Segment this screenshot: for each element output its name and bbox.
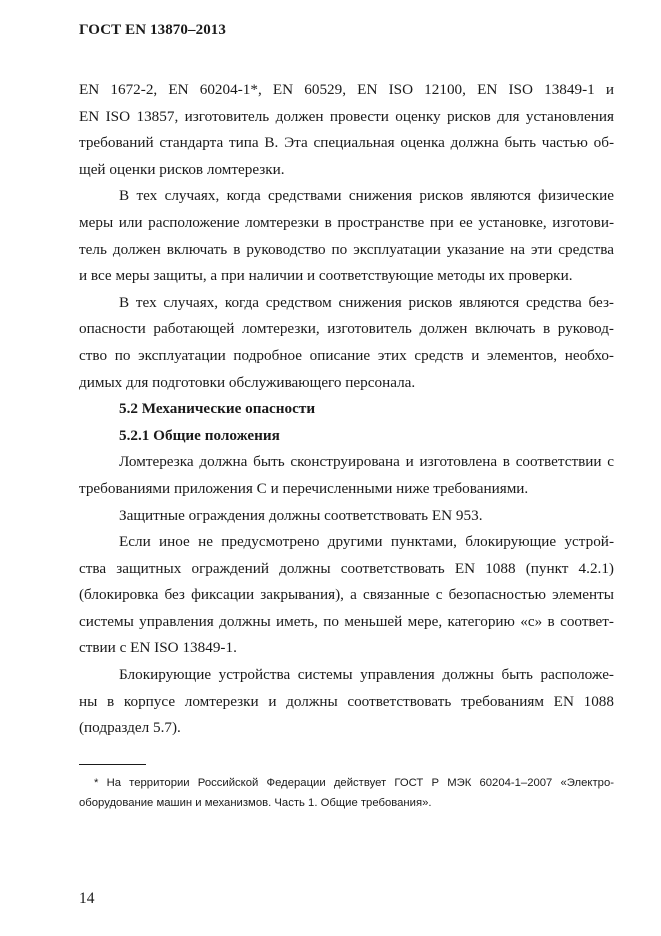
text-line: димых для подготовки обслуживающего персонала. (79, 373, 416, 391)
section-heading: 5.2 Механические опасности (119, 400, 316, 418)
text-line: ствии с EN ISO 13849-1. (79, 639, 237, 657)
subsection-heading: 5.2.1 Общие положения (119, 426, 280, 444)
text-line: EN 1672-2, EN 60204-1*, EN 60529, EN ISO 12100, EN ISO 13849-1 и (79, 81, 614, 98)
text-line: и все меры защиты, а при наличии и соответствующие методы их проверки. (79, 267, 573, 285)
text-line: ство по эксплуатации подробное описание этих средств и элементов, необхо- (79, 346, 614, 364)
text-line: (подраздел 5.7). (79, 719, 181, 737)
page-number: 14 (79, 890, 95, 907)
document-header-title: ГОСТ EN 13870–2013 (79, 22, 226, 38)
text-line: EN ISO 13857, изготовитель должен провести оценку рисков для установления (79, 107, 614, 125)
paragraph (79, 503, 614, 530)
text-line: системы управления должны иметь, по меньшей мере, категорию «c» в соответ- (79, 612, 614, 630)
text-line: требований стандарта типа B. Эта специальная оценка должна быть частью об- (79, 134, 614, 152)
text-line: опасности работающей ломтерезки, изготовитель должен включать в руковод- (79, 320, 614, 338)
text-line: ства защитных ограждений должны соответствовать EN 1088 (пункт 4.2.1) (79, 559, 614, 577)
text-line: меры или расположение ломтерезки в пространстве при ее установке, изготови- (79, 213, 614, 231)
text-line: Защитные ограждения должны соответствовать EN 953. (119, 506, 483, 524)
footnote (79, 773, 614, 813)
text-line: В тех случаях, когда средством снижения рисков являются средства без- (119, 293, 614, 311)
text-line: требованиями приложения C и перечисленными ниже требованиями. (79, 479, 529, 497)
paragraph (79, 449, 614, 502)
paragraph (79, 662, 614, 742)
footnote-line: оборудование машин и механизмов. Часть 1. Общие требования». (79, 797, 432, 809)
text-line: Блокирующие устройства системы управления должны быть расположе- (119, 666, 614, 684)
text-line: ны в корпусе ломтерезки и должны соответствовать требованиям EN 1088 (79, 692, 614, 710)
paragraph (79, 529, 614, 662)
footnote-line: * На территории Российской Федерации действует ГОСТ Р МЭК 60204-1–2007 «Электро- (94, 777, 614, 789)
document-body (79, 77, 614, 742)
text-line: тель должен включать в руководство по эксплуатации указание на эти средства (79, 240, 614, 258)
text-line: щей оценки рисков ломтерезки. (79, 160, 285, 178)
paragraph (79, 77, 614, 183)
text-line: Ломтерезка должна быть сконструирована и изготовлена в соответствии с (119, 453, 614, 471)
footnote-divider (79, 764, 146, 765)
paragraph (79, 183, 614, 289)
text-line: В тех случаях, когда средствами снижения рисков являются физические (119, 187, 614, 205)
paragraph (79, 290, 614, 396)
text-line: Если иное не предусмотрено другими пунктами, блокирующие устрой- (119, 533, 614, 551)
text-line: (блокировка без фиксации закрывания), а связанные с безопасностью элементы (79, 586, 614, 604)
